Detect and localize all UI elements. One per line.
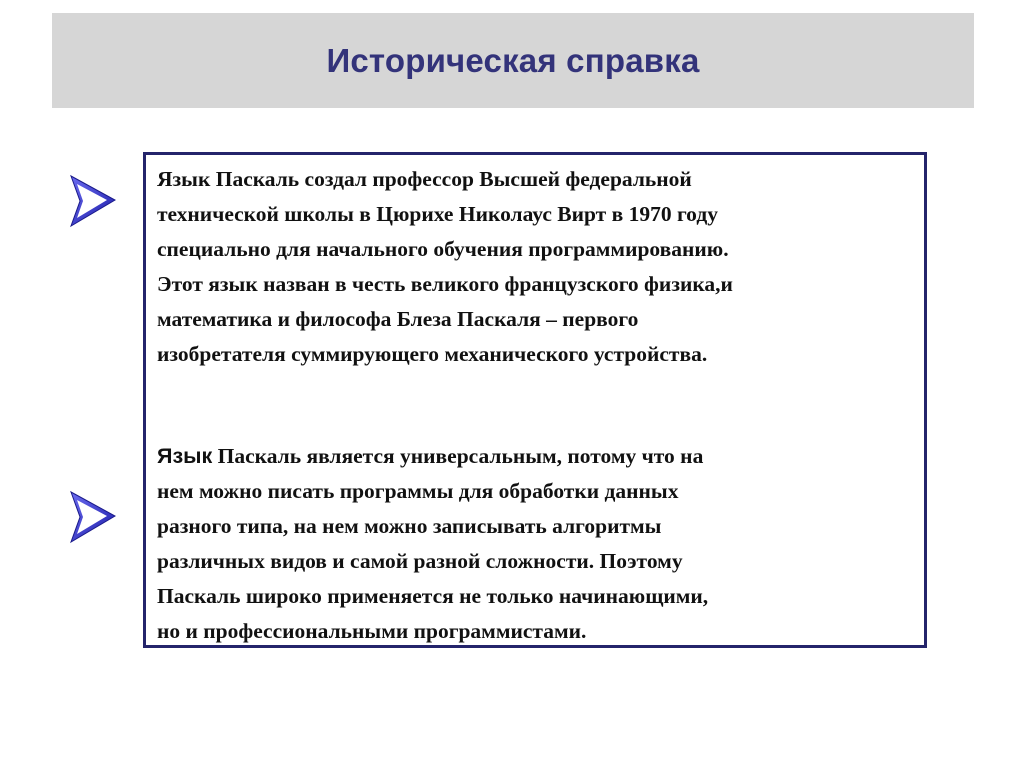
- title-bar: [52, 13, 974, 108]
- paragraph-pascal-history: Язык Паскаль создал профессор Высшей федеральной технической школы в Цюрихе Николаус Вирт в 1970 году специально для начального обучения программированию. Этот язык назван в честь великого французского физика,и математика и философа Блеза Паскаля – первого изобретателя суммирующего механического устройства.: [157, 167, 733, 366]
- paragraph-pascal-universal: [157, 439, 708, 649]
- slide-title: Историческая справка: [326, 41, 700, 79]
- paragraph-lead-word: Язык: [157, 444, 213, 468]
- content-box: [143, 152, 927, 648]
- paragraph-body: Паскаль является универсальным, потому что на нем можно писать программы для обработки данных разного типа, на нем можно записывать алгоритмы различных видов и самой разной сложности. Поэтому Паскаль широко применяется не только начинающими, но и профессиональными программистами.: [157, 444, 709, 643]
- arrow-pointer-icon: [68, 172, 118, 230]
- arrow-pointer-icon: [68, 488, 118, 546]
